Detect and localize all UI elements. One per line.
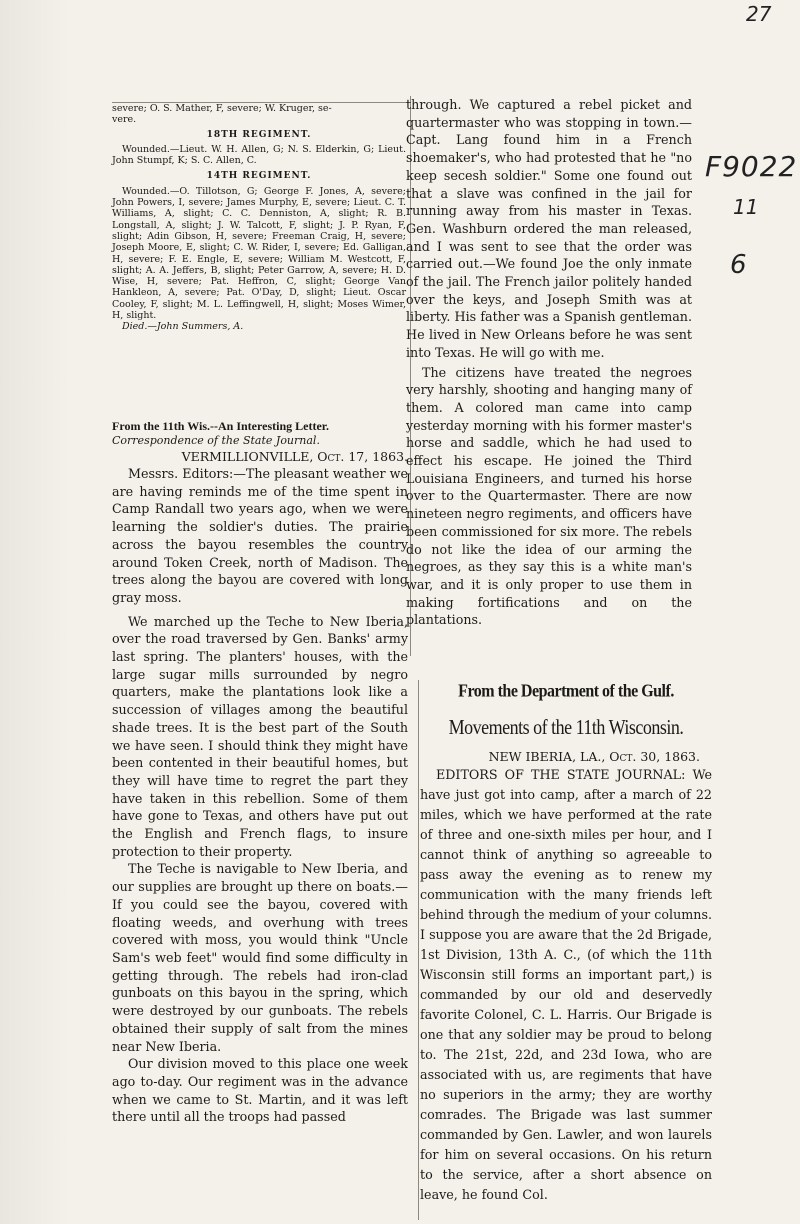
gulf-headline: From the Department of the Gulf. [458, 681, 674, 702]
casualty-died: Died.—John Summers, A. [122, 321, 244, 333]
regiment-casualties: Wounded.—Lieut. W. H. Allen, G; N. S. Elderkin, G; Lieut. John Stumpf, K; S. C. Allen, C. [112, 143, 406, 167]
regiment-casualties: Wounded.—O. Tillotson, G; George F. Jones, A, severe; John Powers, I, severe; James Murphy, E, severe; Lieut. C. T. Williams, A, slight; C. C. Denniston, A, slight; R. B. Longstall, A, slight; J. W. Talcott, F, slight; J. P. Ryan, F, slight; Adin Gibson, H, severe; Freeman Craig, H, severe; Joseph Moore, E, slight; C. W. Rider, I, severe; Ed. Galligan, H, severe; F. E. Engle, E, severe; William M. Westcott, F, slight; A. A. Jeffers, B, slight; Peter Garrow, A, severe; H. D. Wise, H, severe; Pat. Heffron, C, slight; George Van Hankleon, A, severe; Pat. O'Day, D, slight; Lieut. Oscar Cooley, F, slight; M. L. Leffingwell, H, slight; Moses Wimer, H, slight. [112, 185, 406, 322]
gulf-subheadline: Movements of the 11th Wisconsin. [448, 715, 684, 739]
page-number-annotation: 27 [746, 2, 772, 26]
gulf-body [420, 765, 712, 1205]
article-paragraph: We marched up the Teche to New Iberia, over the road traversed by Gen. Banks' army last spring. The planters' houses, with the large sugar mills surrounded by negro quarters, make the plantations look like a succession of villages among the beautiful shade trees. It is the best part of the South we have seen. I should think they might have been contented in their beautiful homes, but they will have time to regret the part they have taken in this rebellion. Some of them have gone to Texas, and others have put out the English and French flags, to insure protection to their property. [112, 613, 408, 859]
article-paragraph: Our division moved to this place one week ago to-day. Our regiment was in the advance when we came to St. Martin, and it was left there until all the troops had passed [112, 1056, 408, 1125]
gulf-paragraph: EDITORS OF THE STATE JOURNAL: We have just got into camp, after a march of 22 miles, which we have performed at the rate of three and one-sixth miles per hour, and I cannot think of anything so agreeable to pass away the evening as to renew my communication with the many friends left behind through the medium of your columns. I suppose you are aware that the 2d Brigade, 1st Division, 13th A. C., (of which the 11th Wisconsin still forms an important part,) is commanded by our old and deservedly favorite Colonel, C. L. Harris. Our Brigade is one that any soldier may be proud to belong to. The 21st, 22d, and 23d Iowa, who are associated with us, are regiments that have no superiors in the army; they are worthy comrades. The Brigade was last summer commanded by Gen. Lawler, and won laurels for him on several occasions. On his return to the service, after a short absence on leave, he found Col. [420, 767, 712, 1202]
handwritten-number-b: 6 [730, 250, 747, 280]
call-number-annotation: F9022 [705, 150, 798, 183]
article-paragraph: through. We captured a rebel picket and quartermaster who was stopping in town.—Capt. Lang found him in a French shoemaker's, who had protested that he "no keep secesh soldier." Some one found out that a slave was confined in the jail for running away from his master in Texas. Gen. Washburn ordered the man released, and I was sent to see that the order was carried out.—We found Joe the only inmate of the jail. The French jailor politely handed over the keys, and Joseph Smith was at liberty. His father was a Spanish gentleman. He lived in New Orleans before he was sent into Texas. He will go with me. [406, 97, 692, 360]
regiment-heading: 18TH REGIMENT. [206, 129, 312, 140]
casualty-list [112, 103, 406, 363]
handwritten-number-a: 11 [733, 195, 759, 219]
article-paragraph: The citizens have treated the negroes very harshly, shooting and hanging many of them. A colored man came into camp yesterday morning with his former master's horse and saddle, which he had used to effect his escape. He joined the Third Louisiana Engineers, and turned his horse over to the Quartermaster. There are now nineteen negro regiments, and officers have been commissioned for six more. The rebels do not like the idea of our arming the negroes, as they say this is a white man's war, and it is only proper to use them in making fortifications and on the plantations. [406, 364, 692, 628]
letter-continuation [406, 96, 692, 628]
correspondence-line: Correspondence of the State Journal. [112, 434, 320, 447]
article-body [112, 465, 408, 1126]
gulf-dateline: NEW IBERIA, LA., Oct. 30, 1863. [488, 749, 700, 764]
article-dateline: VERMILLIONVILLE, Oct. 17, 1863. [181, 449, 408, 464]
casualty-line: severe; O. S. Mather, F, severe; W. Kruger, se- [112, 103, 332, 114]
column-rule [418, 680, 419, 1220]
article-paragraph: The Teche is navigable to New Iberia, and our supplies are brought up there on boats.—If you could see the bayou, covered with floating weeds, and overhung with trees covered with moss, you would think "Uncle Sam's web feet" would find some difficulty in getting through. The rebels had iron-clad gunboats on this bayou in the spring, which were destroyed by our gunboats. The rebels obtained their supply of salt from the mines near New Iberia. [112, 861, 408, 1054]
article-paragraph: Messrs. Editors:—The pleasant weather we are having reminds me of the time spent in Camp Randall two years ago, when we were learning the soldier's duties. The prairie across the bayou resembles the country around Token Creek, north of Madison. The trees along the bayou are covered with long gray moss. [112, 466, 408, 605]
regiment-heading: 14TH REGIMENT. [206, 171, 312, 182]
letter-article [112, 418, 408, 1223]
casualty-line: vere. [112, 114, 137, 126]
scan-edge-shadow [0, 0, 70, 1224]
article-title: From the 11th Wis.--An Interesting Letter. [112, 419, 329, 433]
gulf-article [420, 676, 712, 1224]
